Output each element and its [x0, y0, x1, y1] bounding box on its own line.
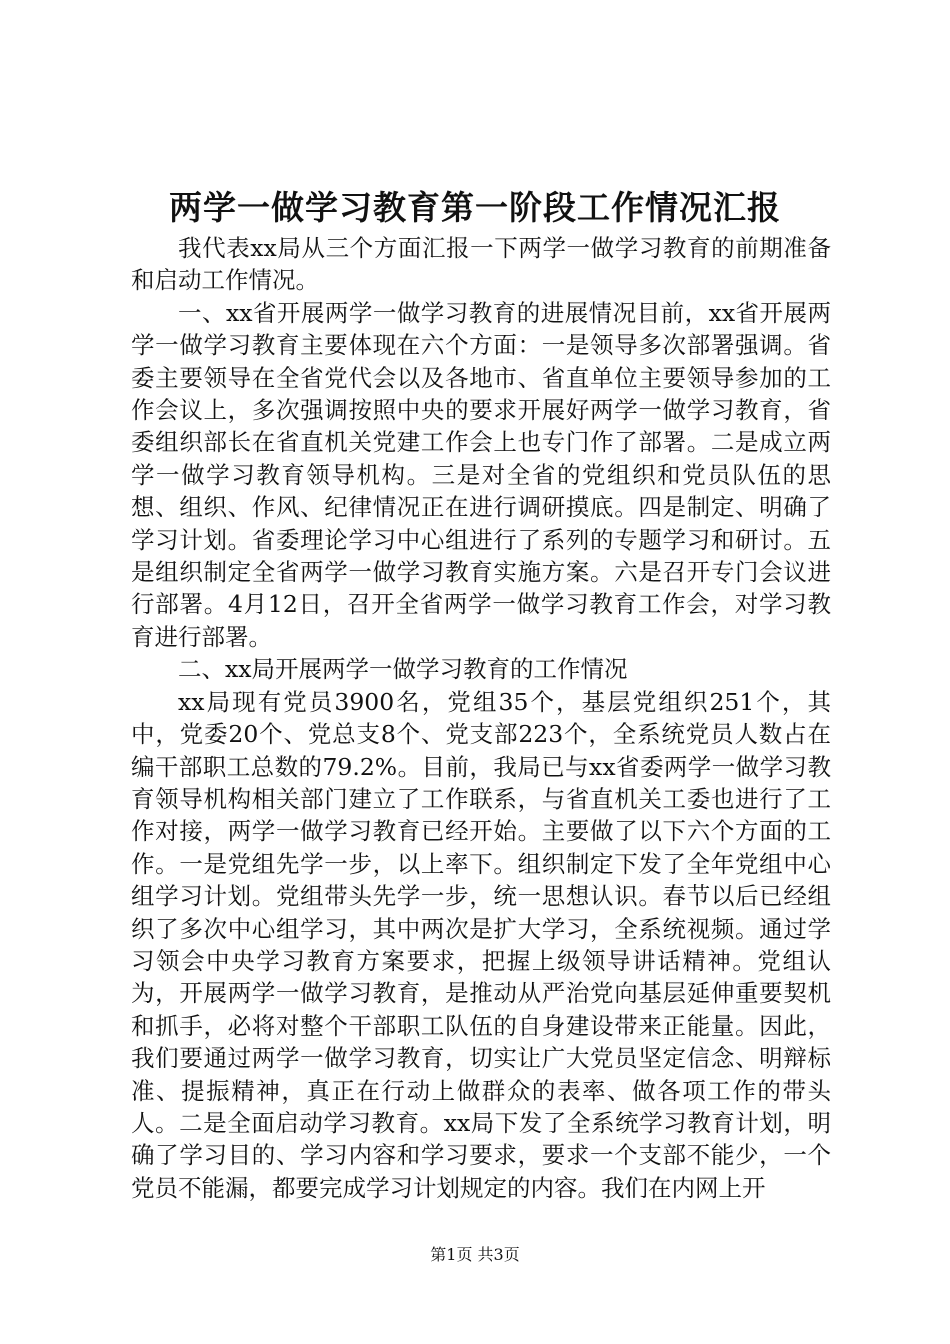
document-body	[131, 232, 831, 1204]
page-footer: 第1页 共3页	[430, 1245, 520, 1264]
paragraph-section-two-heading: 二、xx局开展两学一做学习教育的工作情况	[178, 655, 628, 684]
paragraph-section-two-body: xx局现有党员3900名，党组35个，基层党组织251个，其中，党委20个、党总支8个、党支部223个，全系统党员人数占在编干部职工总数的79.2%。目前，我局已与xx省委两学一做学习教育领导机构相关部门建立了工作联系，与省直机关工委也进行了工作对接，两学一做学习教育已经开始。主要做了以下六个方面的工作。一是党组先学一步，以上率下。组织制定下发了全年党组中心组学习计划。党组带头先学一步，统一思想认识。春节以后已经组织了多次中心组学习，其中两次是扩大学习，全系统视频。通过学习领会中央学习教育方案要求，把握上级领导讲话精神。党组认为，开展两学一做学习教育，是推动从严治党向基层延伸重要契机和抓手，必将对整个干部职工队伍的自身建设带来正能量。因此，我们要通过两学一做学习教育，切实让广大党员坚定信念、明辩标准、提振精神，真正在行动上做群众的表率、做各项工作的带头人。二是全面启动学习教育。xx局下发了全系统学习教育计划，明确了学习目的、学习内容和学习要求，要求一个支部不能少，一个党员不能漏，都要完成学习计划规定的内容。我们在内网上开	[131, 687, 831, 1202]
document-title: 两学一做学习教育第一阶段工作情况汇报	[169, 188, 781, 227]
paragraph-intro: 我代表xx局从三个方面汇报一下两学一做学习教育的前期准备和启动工作情况。	[131, 234, 831, 295]
paragraph-section-one: 一、xx省开展两学一做学习教育的进展情况目前，xx省开展两学一做学习教育主要体现在六个方面：一是领导多次部署强调。省委主要领导在全省党代会以及各地市、省直单位主要领导参加的工作会议上，多次强调按照中央的要求开展好两学一做学习教育，省委组织部长在省直机关党建工作会上也专门作了部署。二是成立两学一做学习教育领导机构。三是对全省的党组织和党员队伍的思想、组织、作风、纪律情况正在进行调研摸底。四是制定、明确了学习计划。省委理论学习中心组进行了系列的专题学习和研讨。五是组织制定全省两学一做学习教育实施方案。六是召开专门会议进行部署。4月12日，召开全省两学一做学习教育工作会，对学习教育进行部署。	[131, 298, 831, 651]
